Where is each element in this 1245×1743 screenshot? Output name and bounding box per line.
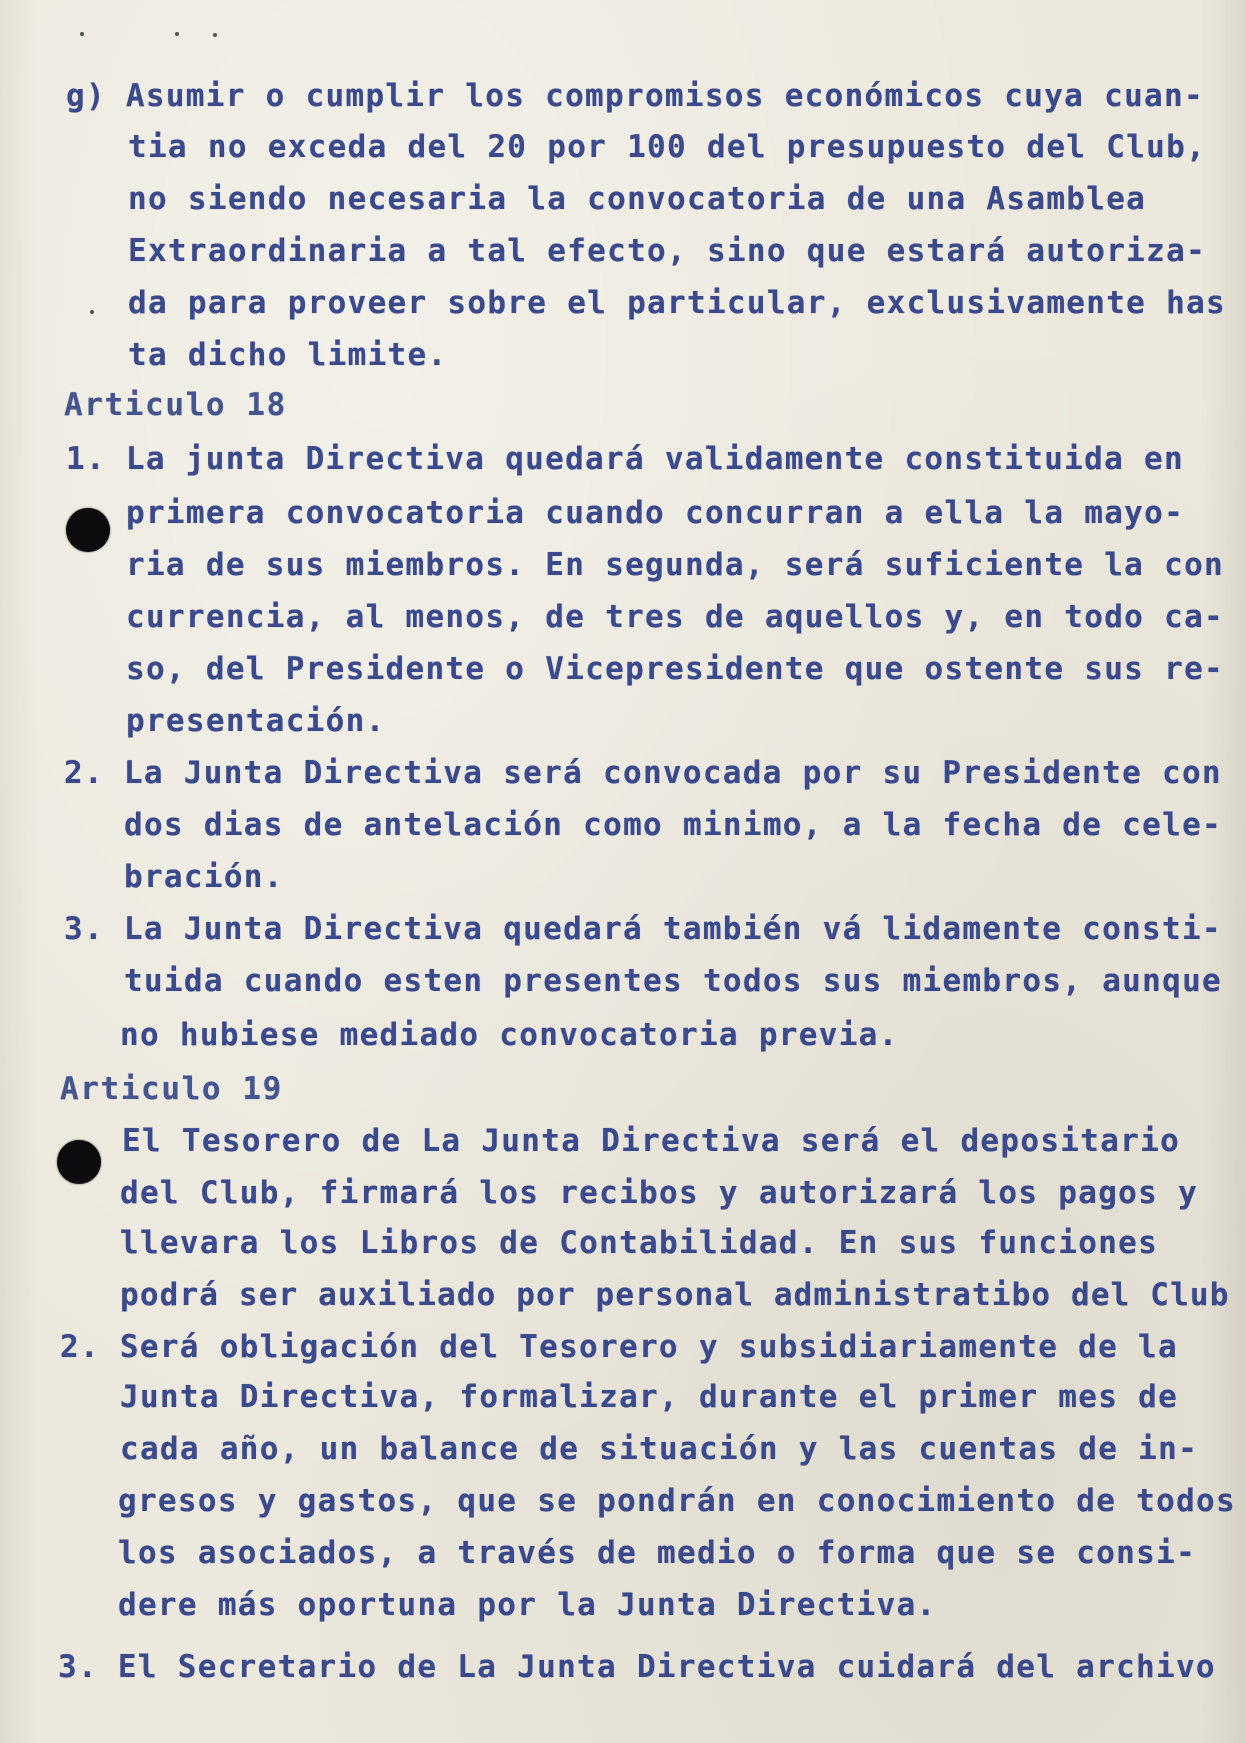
punch-hole-top [66,508,110,552]
article-18-p3-line: 3. La Junta Directiva quedará también vá lidamente consti- [64,911,1222,947]
ink-speck [213,33,217,37]
punch-hole-bottom [57,1140,101,1184]
article-19-p2-line: 2. Será obligación del Tesorero y subsidiariamente de la [60,1329,1178,1365]
article-19-heading: Articulo 19 [60,1071,283,1107]
article-19-p3-line: 3. El Secretario de La Junta Directiva cuidará del archivo [58,1649,1216,1685]
ink-speck [175,32,179,36]
article-19-p1-line: llevara los Libros de Contabilidad. En sus funciones [120,1225,1159,1261]
ink-speck [90,310,94,314]
item-g-line: ta dicho limite. [128,337,448,373]
article-19-p2-line: Junta Directiva, formalizar, durante el primer mes de [120,1379,1179,1415]
article-19-p2-line: dere más oportuna por la Junta Directiva. [118,1587,937,1623]
article-18-p1-line: currencia, al menos, de tres de aquellos y, en todo ca- [126,599,1224,635]
article-18-p1-line: so, del Presidente o Vicepresidente que ostente sus re- [126,651,1224,687]
ink-speck [80,32,84,36]
article-19-p2-line: gresos y gastos, que se pondrán en conocimiento de todos [118,1483,1236,1519]
article-18-p2-line: 2. La Junta Directiva será convocada por su Presidente con [64,755,1222,791]
item-g-line: Extraordinaria a tal efecto, sino que estará autoriza- [128,233,1207,269]
article-19-p2-line: cada año, un balance de situación y las cuentas de in- [120,1431,1199,1467]
article-18-p2-line: dos dias de antelación como minimo, a la fecha de cele- [124,807,1222,843]
item-g-line: no siendo necesaria la convocatoria de una Asamblea [128,181,1147,217]
article-18-p3-line: no hubiese mediado convocatoria previa. [120,1017,899,1053]
item-g-line: tia no exceda del 20 por 100 del presupuesto del Club, [128,129,1207,165]
article-18-p1-line: primera convocatoria cuando concurran a ella la mayo- [126,495,1185,531]
item-g-line: g) Asumir o cumplir los compromisos económicos cuya cuan- [66,78,1204,114]
article-18-p1-line: 1. La junta Directiva quedará validamente constituida en [66,441,1184,477]
article-18-p2-line: bración. [124,859,284,895]
article-19-p1-line: del Club, firmará los recibos y autorizará los pagos y [120,1175,1199,1211]
article-18-p3-line: tuida cuando esten presentes todos sus miembros, aunque [124,963,1222,999]
item-g-line: da para proveer sobre el particular, exclusivamente has [128,285,1226,321]
article-18-p1-line: ria de sus miembros. En segunda, será suficiente la con [126,547,1224,583]
article-18-heading: Articulo 18 [64,387,287,423]
article-19-p1-line: El Tesorero de La Junta Directiva será el depositario [122,1123,1181,1159]
article-18-p1-line: presentación. [126,703,386,739]
article-19-p1-line: podrá ser auxiliado por personal administratibo del Club [120,1277,1230,1313]
article-19-p2-line: los asociados, a través de medio o forma que se consi- [118,1535,1197,1571]
